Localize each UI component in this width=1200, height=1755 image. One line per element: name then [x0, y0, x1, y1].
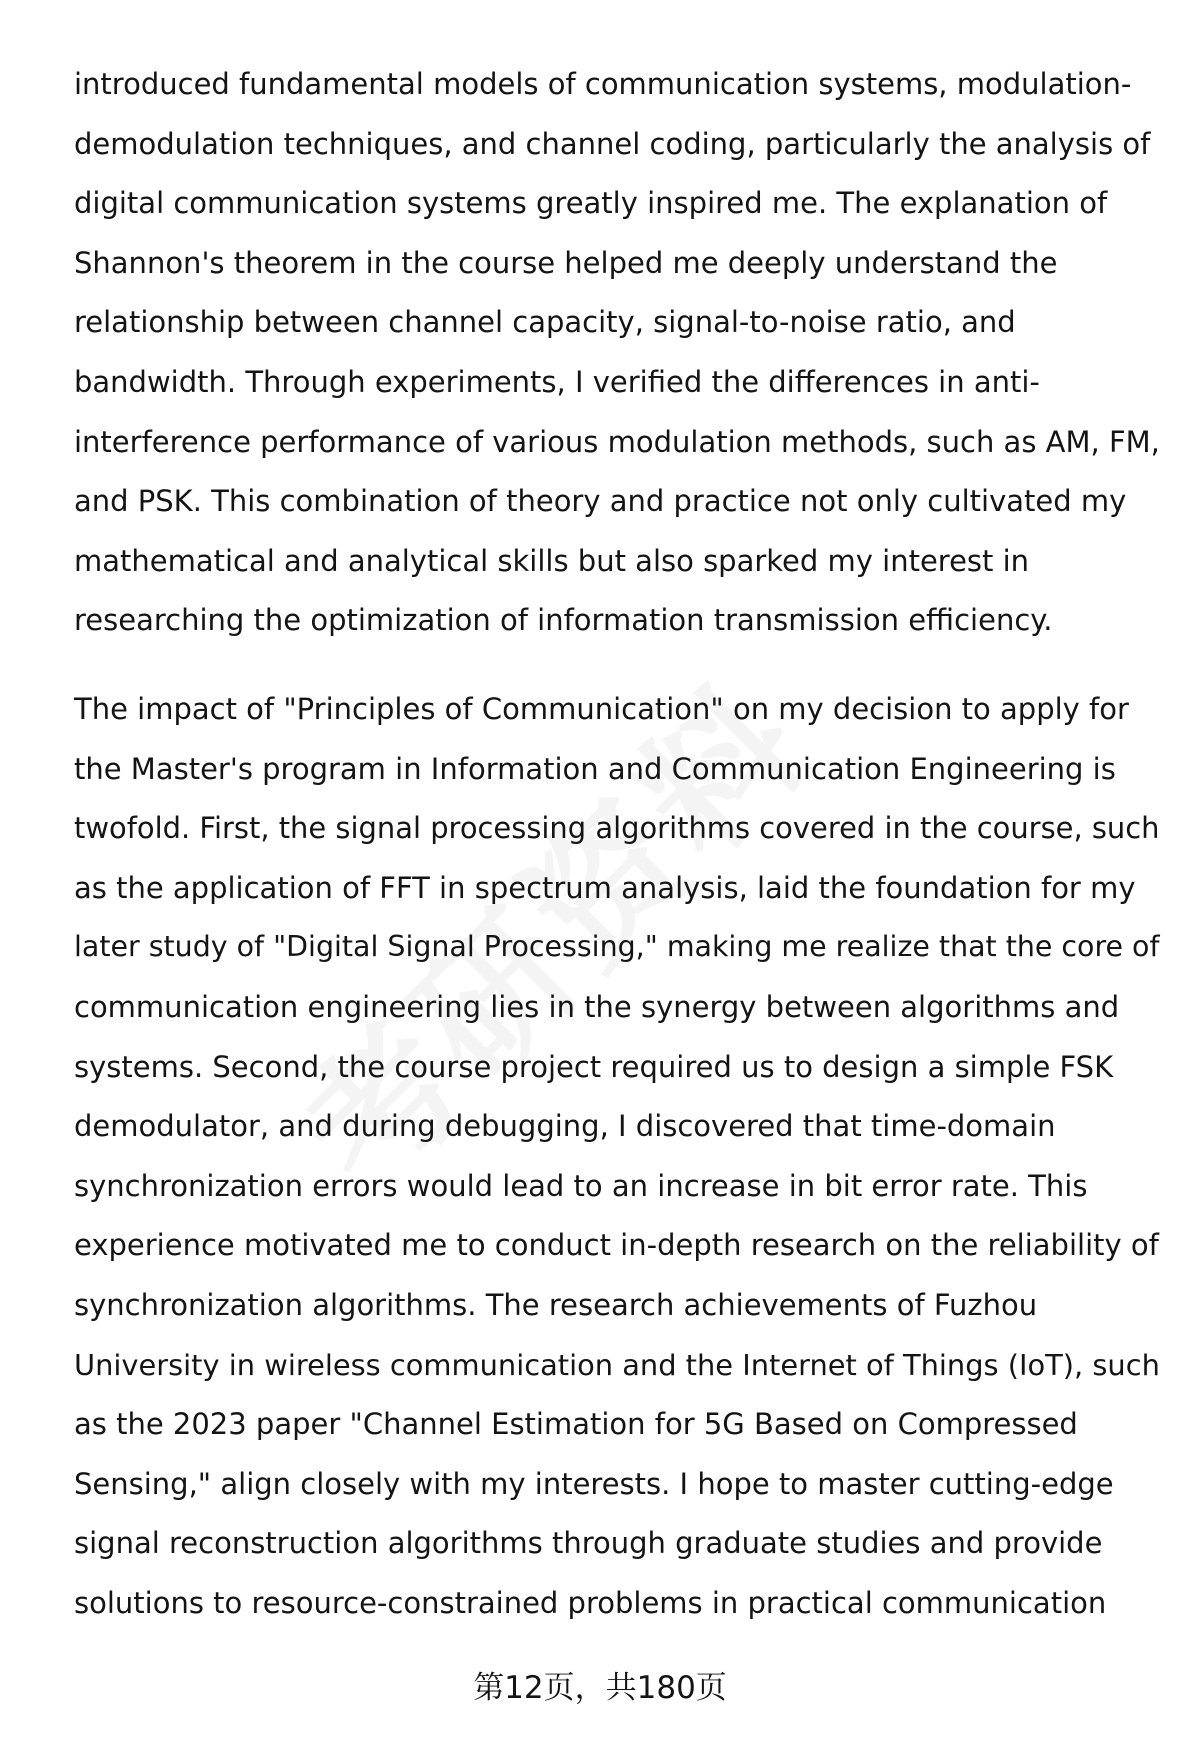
paragraph-1-line: relationship between channel capacity, signal-to-noise ratio, and [74, 305, 1016, 340]
paragraph-1-line: demodulation techniques, and channel coding, particularly the analysis of [74, 126, 1151, 161]
paragraph-1-line: digital communication systems greatly inspired me. The explanation of [74, 186, 1108, 221]
paragraph-2-line: synchronization errors would lead to an increase in bit error rate. This [74, 1168, 1088, 1203]
paragraph-2-line: University in wireless communication and the Internet of Things (IoT), such [74, 1347, 1160, 1382]
paragraph-2-line: as the application of FFT in spectrum analysis, laid the foundation for my [74, 870, 1136, 905]
paragraph-1-line: Shannon's theorem in the course helped me deeply understand the [74, 245, 1058, 280]
paragraph-2-line: demodulator, and during debugging, I discovered that time-domain [74, 1109, 1056, 1144]
paragraph-1-line: researching the optimization of information transmission efficiency. [74, 603, 1053, 638]
paragraph-1-line: bandwidth. Through experiments, I verified the differences in anti- [74, 365, 1040, 399]
paragraph-2-line: systems. Second, the course project required us to design a simple FSK [74, 1049, 1114, 1084]
paragraph-2-line: Sensing," align closely with my interests. I hope to master cutting-edge [74, 1466, 1114, 1501]
paragraph-2-line: The impact of "Principles of Communication" on my decision to apply for [74, 692, 1129, 726]
paragraph-1-line: mathematical and analytical skills but also sparked my interest in [74, 543, 1030, 578]
paragraph-2-line: the Master's program in Information and Communication Engineering is [74, 751, 1116, 786]
page-number: 第12页，共180页 [473, 1670, 727, 1706]
paragraph-2-line: twofold. First, the signal processing algorithms covered in the course, such [74, 811, 1160, 846]
paragraph-2-line: communication engineering lies in the synergy between algorithms and [74, 990, 1120, 1024]
paragraph-2-line: synchronization algorithms. The research achievements of Fuzhou [74, 1288, 1038, 1322]
paragraph-2-line: later study of "Digital Signal Processing," making me realize that the core of [74, 930, 1160, 964]
paragraph-1-line: interference performance of various modulation methods, such as AM, FM, [74, 424, 1160, 459]
paragraph-1-line: and PSK. This combination of theory and practice not only cultivated my [74, 484, 1127, 519]
paragraph-2-line: experience motivated me to conduct in-depth research on the reliability of [74, 1228, 1159, 1263]
paragraph-2-line: as the 2023 paper "Channel Estimation for 5G Based on Compressed [74, 1407, 1078, 1442]
paragraph-2-line: solutions to resource-constrained problems in practical communication [74, 1586, 1107, 1620]
paragraph-2-line: signal reconstruction algorithms through graduate studies and provide [74, 1526, 1103, 1561]
paragraph-1-line: introduced fundamental models of communication systems, modulation- [74, 67, 1132, 101]
